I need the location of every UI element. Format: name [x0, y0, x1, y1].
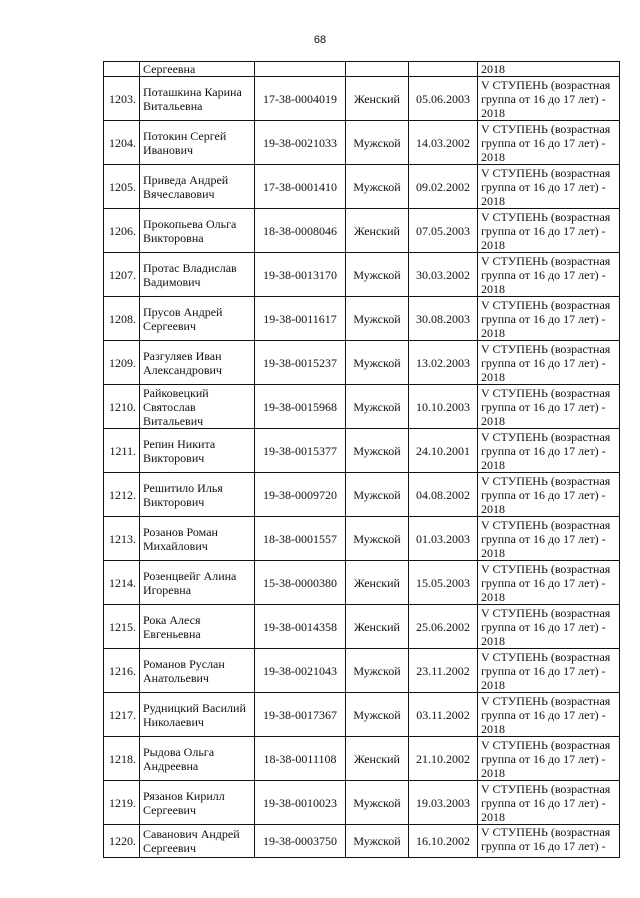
participant-name: Сергеевна: [140, 62, 255, 77]
row-number: 1211.: [104, 429, 140, 473]
participant-id: 19-38-0013170: [255, 253, 346, 297]
participant-sex: Мужской: [346, 693, 409, 737]
award-level: V СТУПЕНЬ (возрастная группа от 16 до 17 лет) - 2018: [478, 517, 620, 561]
participant-sex: Мужской: [346, 121, 409, 165]
participant-id: 15-38-0000380: [255, 561, 346, 605]
award-level: V СТУПЕНЬ (возрастная группа от 16 до 17 лет) -: [478, 825, 620, 858]
table-row: [104, 121, 620, 165]
birth-date: 24.10.2001: [409, 429, 478, 473]
award-level: V СТУПЕНЬ (возрастная группа от 16 до 17 лет) - 2018: [478, 473, 620, 517]
participant-sex: Мужской: [346, 517, 409, 561]
participant-id: [255, 62, 346, 77]
participant-name: Рязанов Кирилл Сергеевич: [140, 781, 255, 825]
table-row: [104, 165, 620, 209]
participant-id: 19-38-0015237: [255, 341, 346, 385]
row-number: 1205.: [104, 165, 140, 209]
birth-date: 04.08.2002: [409, 473, 478, 517]
participant-id: 18-38-0008046: [255, 209, 346, 253]
participant-name: Поташкина Карина Витальевна: [140, 77, 255, 121]
birth-date: 30.03.2002: [409, 253, 478, 297]
participant-sex: [346, 62, 409, 77]
birth-date: 25.06.2002: [409, 605, 478, 649]
table-row: [104, 737, 620, 781]
award-level: V СТУПЕНЬ (возрастная группа от 16 до 17 лет) - 2018: [478, 253, 620, 297]
birth-date: 14.03.2002: [409, 121, 478, 165]
table-row: [104, 605, 620, 649]
participant-id: 19-38-0009720: [255, 473, 346, 517]
award-level: V СТУПЕНЬ (возрастная группа от 16 до 17 лет) - 2018: [478, 209, 620, 253]
participant-sex: Женский: [346, 209, 409, 253]
row-number: 1217.: [104, 693, 140, 737]
page-number: 68: [313, 34, 327, 46]
participant-sex: Мужской: [346, 385, 409, 429]
birth-date: 23.11.2002: [409, 649, 478, 693]
award-level: V СТУПЕНЬ (возрастная группа от 16 до 17 лет) - 2018: [478, 781, 620, 825]
table-row: [104, 385, 620, 429]
award-level: V СТУПЕНЬ (возрастная группа от 16 до 17 лет) - 2018: [478, 693, 620, 737]
birth-date: 13.02.2003: [409, 341, 478, 385]
continuation-row: [104, 62, 620, 77]
award-level: V СТУПЕНЬ (возрастная группа от 16 до 17 лет) - 2018: [478, 561, 620, 605]
participant-name: Решитило Илья Викторович: [140, 473, 255, 517]
row-number: 1212.: [104, 473, 140, 517]
row-number: 1216.: [104, 649, 140, 693]
table-row: [104, 253, 620, 297]
birth-date: 03.11.2002: [409, 693, 478, 737]
participant-name: Рока Алеся Евгеньевна: [140, 605, 255, 649]
table-row: [104, 77, 620, 121]
birth-date: 21.10.2002: [409, 737, 478, 781]
participant-name: Прокопьева Ольга Викторовна: [140, 209, 255, 253]
row-number: 1219.: [104, 781, 140, 825]
row-number: 1210.: [104, 385, 140, 429]
table-row: [104, 825, 620, 858]
award-level: V СТУПЕНЬ (возрастная группа от 16 до 17 лет) - 2018: [478, 341, 620, 385]
table-row: [104, 429, 620, 473]
award-level: V СТУПЕНЬ (возрастная группа от 16 до 17 лет) - 2018: [478, 737, 620, 781]
participant-sex: Мужской: [346, 825, 409, 858]
participant-sex: Женский: [346, 561, 409, 605]
birth-date: 19.03.2003: [409, 781, 478, 825]
participant-name: Романов Руслан Анатольевич: [140, 649, 255, 693]
row-number: 1220.: [104, 825, 140, 858]
participant-sex: Мужской: [346, 165, 409, 209]
participant-sex: Мужской: [346, 429, 409, 473]
participant-sex: Женский: [346, 77, 409, 121]
participant-sex: Мужской: [346, 781, 409, 825]
participant-name: Приведа Андрей Вячеславович: [140, 165, 255, 209]
participant-id: 19-38-0010023: [255, 781, 346, 825]
table-row: [104, 209, 620, 253]
table-row: [104, 693, 620, 737]
participant-name: Прусов Андрей Сергеевич: [140, 297, 255, 341]
participant-id: 17-38-0001410: [255, 165, 346, 209]
participant-name: Саванович Андрей Сергеевич: [140, 825, 255, 858]
row-number: 1208.: [104, 297, 140, 341]
participant-name: Рыдова Ольга Андреевна: [140, 737, 255, 781]
participant-id: 18-38-0001557: [255, 517, 346, 561]
award-level: V СТУПЕНЬ (возрастная группа от 16 до 17 лет) - 2018: [478, 77, 620, 121]
birth-date: 16.10.2002: [409, 825, 478, 858]
table-row: [104, 781, 620, 825]
table-row: [104, 561, 620, 605]
participant-id: 17-38-0004019: [255, 77, 346, 121]
participant-id: 19-38-0015377: [255, 429, 346, 473]
birth-date: 30.08.2003: [409, 297, 478, 341]
participant-name: Розенцвейг Алина Игоревна: [140, 561, 255, 605]
participant-name: Розанов Роман Михайлович: [140, 517, 255, 561]
participant-id: 19-38-0021033: [255, 121, 346, 165]
participant-sex: Мужской: [346, 649, 409, 693]
award-level: V СТУПЕНЬ (возрастная группа от 16 до 17 лет) - 2018: [478, 121, 620, 165]
participant-name: Разгуляев Иван Александрович: [140, 341, 255, 385]
participant-sex: Мужской: [346, 473, 409, 517]
row-number: 1218.: [104, 737, 140, 781]
row-number: 1206.: [104, 209, 140, 253]
row-number: 1214.: [104, 561, 140, 605]
participant-sex: Мужской: [346, 341, 409, 385]
participant-sex: Женский: [346, 737, 409, 781]
participant-id: 19-38-0015968: [255, 385, 346, 429]
table-row: [104, 649, 620, 693]
table-row: [104, 341, 620, 385]
participant-id: 18-38-0011108: [255, 737, 346, 781]
participant-id: 19-38-0011617: [255, 297, 346, 341]
row-number: 1215.: [104, 605, 140, 649]
row-number: 1209.: [104, 341, 140, 385]
row-number: 1207.: [104, 253, 140, 297]
participant-id: 19-38-0014358: [255, 605, 346, 649]
row-number: 1203.: [104, 77, 140, 121]
row-number: 1213.: [104, 517, 140, 561]
participants-table: [103, 61, 620, 858]
award-level: V СТУПЕНЬ (возрастная группа от 16 до 17 лет) - 2018: [478, 429, 620, 473]
table-row: [104, 297, 620, 341]
participant-name: Потокин Сергей Иванович: [140, 121, 255, 165]
birth-date: [409, 62, 478, 77]
award-level: V СТУПЕНЬ (возрастная группа от 16 до 17 лет) - 2018: [478, 649, 620, 693]
birth-date: 05.06.2003: [409, 77, 478, 121]
participant-id: 19-38-0003750: [255, 825, 346, 858]
row-number: [104, 62, 140, 77]
participant-id: 19-38-0021043: [255, 649, 346, 693]
participant-name: Репин Никита Викторович: [140, 429, 255, 473]
table-row: [104, 517, 620, 561]
award-level: V СТУПЕНЬ (возрастная группа от 16 до 17 лет) - 2018: [478, 297, 620, 341]
birth-date: 15.05.2003: [409, 561, 478, 605]
row-number: 1204.: [104, 121, 140, 165]
participant-id: 19-38-0017367: [255, 693, 346, 737]
participant-name: Рудницкий Василий Николаевич: [140, 693, 255, 737]
birth-date: 01.03.2003: [409, 517, 478, 561]
award-level: V СТУПЕНЬ (возрастная группа от 16 до 17 лет) - 2018: [478, 385, 620, 429]
participant-sex: Мужской: [346, 253, 409, 297]
participant-name: Протас Владислав Вадимович: [140, 253, 255, 297]
table-row: [104, 473, 620, 517]
award-level: V СТУПЕНЬ (возрастная группа от 16 до 17 лет) - 2018: [478, 605, 620, 649]
birth-date: 10.10.2003: [409, 385, 478, 429]
award-level: 2018: [478, 62, 620, 77]
participant-name: Райковецкий Святослав Витальевич: [140, 385, 255, 429]
award-level: V СТУПЕНЬ (возрастная группа от 16 до 17 лет) - 2018: [478, 165, 620, 209]
birth-date: 07.05.2003: [409, 209, 478, 253]
birth-date: 09.02.2002: [409, 165, 478, 209]
participant-sex: Женский: [346, 605, 409, 649]
participant-sex: Мужской: [346, 297, 409, 341]
